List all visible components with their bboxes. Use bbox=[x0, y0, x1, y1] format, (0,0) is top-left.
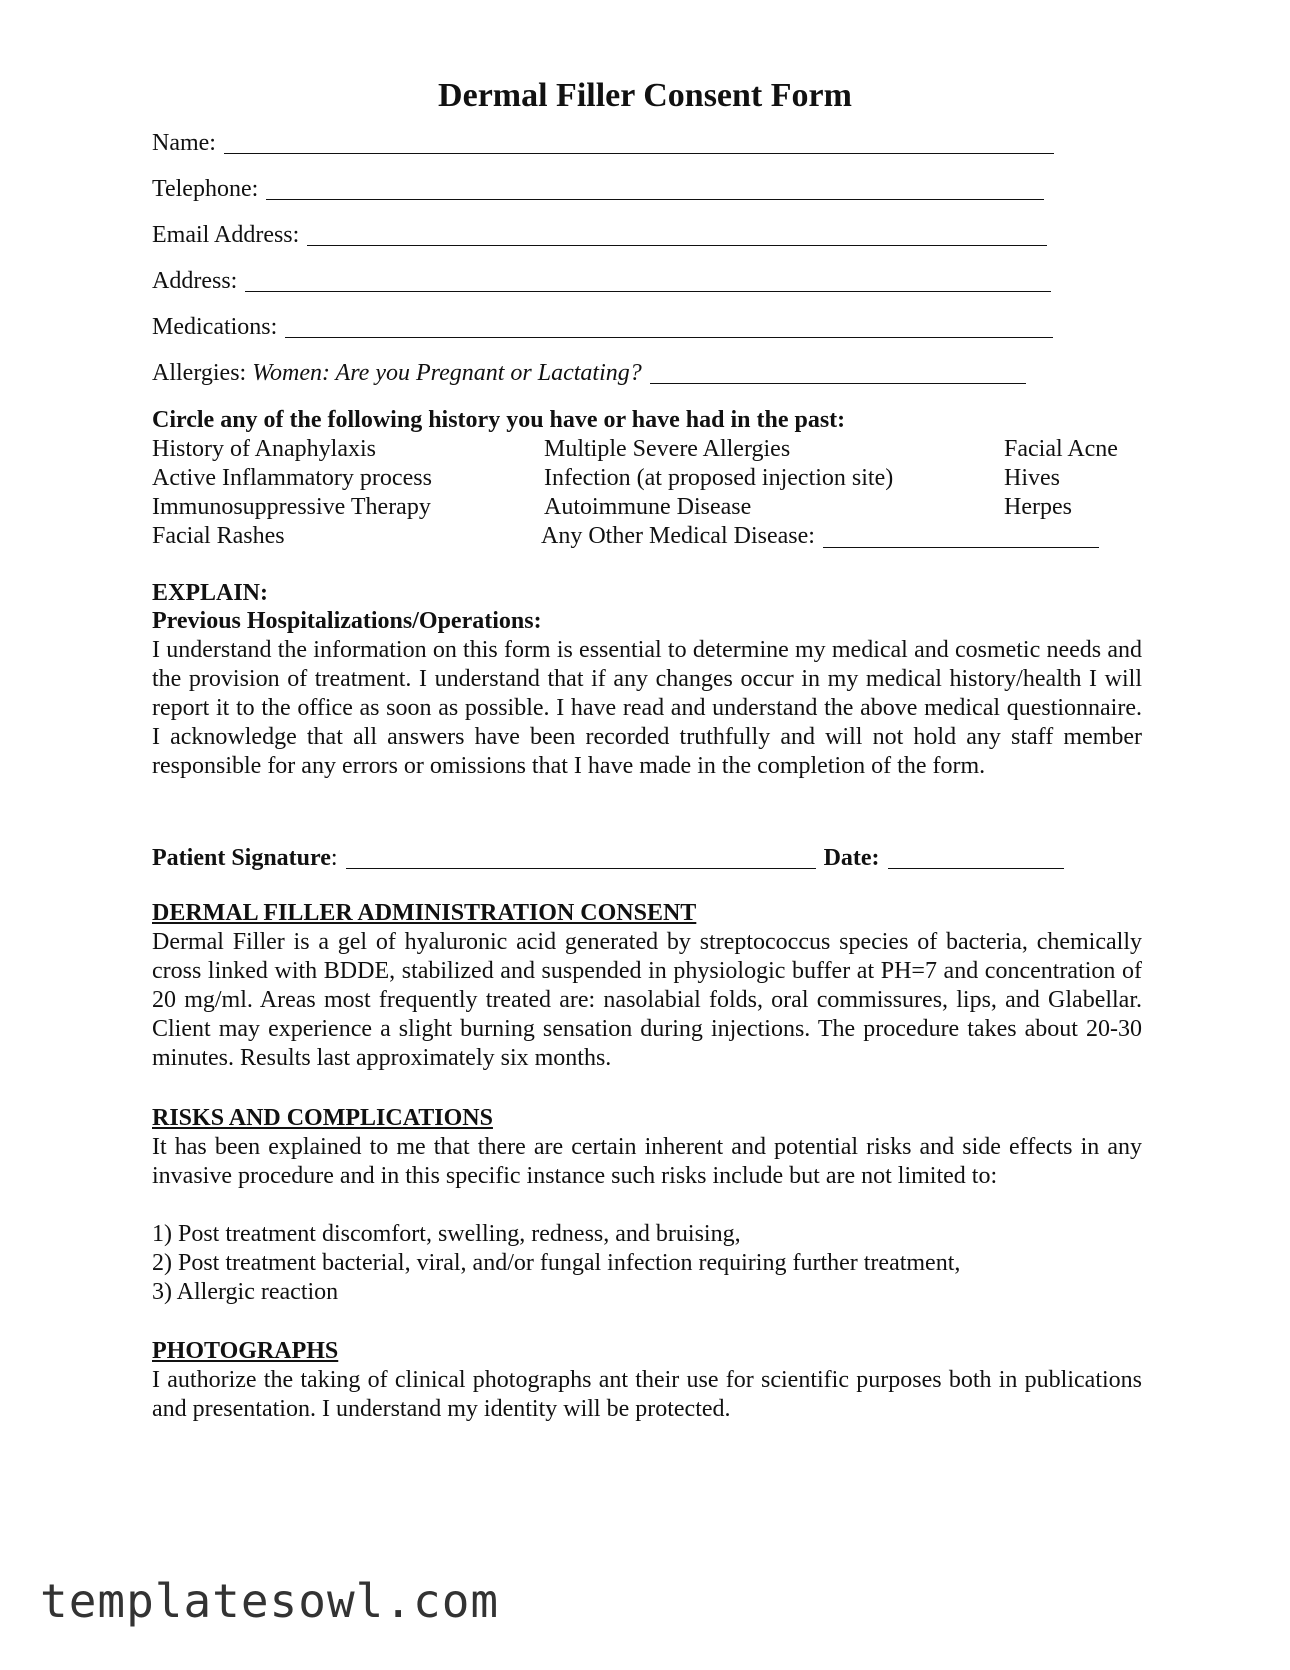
other-disease-input-line[interactable] bbox=[823, 525, 1099, 548]
history-item[interactable]: Facial Acne bbox=[1004, 436, 1118, 462]
acknowledgement-paragraph: I understand the information on this form is essential to determine my medical and cosmetic needs and the provision of treatment. I understand that if any changes occur in my medical history/health I will report it to the office as soon as possible. I have read and understand the above medical questionnaire. I acknowledge that all answers have been recorded truthfully and will not hold any staff member responsible for any errors or omissions that I have made in the completion of the form. bbox=[152, 637, 1142, 779]
address-label: Address: bbox=[152, 268, 238, 294]
medications-field[interactable] bbox=[152, 312, 1053, 342]
email-label: Email Address: bbox=[152, 222, 300, 248]
medications-input-line[interactable] bbox=[285, 313, 1053, 338]
signature-row bbox=[152, 843, 1072, 873]
allergies-label: Allergies: bbox=[152, 360, 247, 386]
address-field[interactable] bbox=[152, 266, 1051, 296]
date-label: Date: bbox=[823, 845, 880, 871]
photographs-paragraph: I authorize the taking of clinical photographs ant their use for scientific purposes both in publications and presentation. I understand my identity will be protected. bbox=[152, 1367, 1142, 1422]
telephone-input-line[interactable] bbox=[266, 175, 1044, 200]
email-input-line[interactable] bbox=[307, 221, 1047, 246]
history-heading: Circle any of the following history you have or have had in the past: bbox=[152, 407, 846, 433]
history-column-1 bbox=[152, 435, 432, 551]
history-item[interactable]: Herpes bbox=[1004, 494, 1072, 520]
history-item[interactable]: Autoimmune Disease bbox=[544, 494, 752, 520]
photographs-heading: PHOTOGRAPHS bbox=[152, 1338, 339, 1364]
history-item[interactable]: Infection (at proposed injection site) bbox=[544, 465, 894, 491]
history-column-3 bbox=[1004, 435, 1118, 522]
telephone-label: Telephone: bbox=[152, 176, 259, 202]
form-title: Dermal Filler Consent Form bbox=[438, 77, 852, 114]
telephone-field[interactable] bbox=[152, 174, 1044, 204]
risks-heading: RISKS AND COMPLICATIONS bbox=[152, 1105, 493, 1131]
name-field[interactable] bbox=[152, 128, 1054, 158]
history-item[interactable]: Immunosuppressive Therapy bbox=[152, 494, 431, 520]
list-item: 2) Post treatment bacterial, viral, and/or fungal infection requiring further treatment, bbox=[152, 1250, 961, 1276]
patient-signature-line[interactable] bbox=[346, 844, 816, 869]
explain-heading: EXPLAIN: bbox=[152, 580, 269, 606]
name-label: Name: bbox=[152, 130, 216, 156]
allergies-field[interactable] bbox=[152, 358, 1026, 388]
list-item: 1) Post treatment discomfort, swelling, redness, and bruising, bbox=[152, 1221, 741, 1247]
signature-colon: : bbox=[330, 845, 338, 871]
hospitalizations-heading: Previous Hospitalizations/Operations: bbox=[152, 608, 542, 634]
administration-paragraph: Dermal Filler is a gel of hyaluronic acid generated by streptococcus species of bacteria, chemically cross linked with BDDE, stabilized and suspended in physiologic buffer at PH=7 and concentration of 20 mg/ml. Areas most frequently treated are: nasolabial folds, oral commissures, lips, and Glabellar. Client may experience a slight burning sensation during injections. The procedure takes about 20-30 minutes. Results last approximately six months. bbox=[152, 929, 1142, 1071]
history-item[interactable]: History of Anaphylaxis bbox=[152, 436, 376, 462]
risks-list bbox=[152, 1220, 1142, 1307]
history-item[interactable]: Multiple Severe Allergies bbox=[544, 436, 791, 462]
pregnant-question: Women: Are you Pregnant or Lactating? bbox=[252, 360, 642, 386]
date-line[interactable] bbox=[888, 844, 1064, 869]
patient-signature-label: Patient Signature bbox=[152, 845, 331, 871]
other-disease-field[interactable] bbox=[541, 522, 1099, 551]
email-field[interactable] bbox=[152, 220, 1047, 250]
history-item[interactable]: Hives bbox=[1004, 465, 1060, 491]
allergies-input-line[interactable] bbox=[650, 359, 1026, 384]
list-item: 3) Allergic reaction bbox=[152, 1279, 339, 1305]
history-item[interactable]: Facial Rashes bbox=[152, 523, 285, 549]
risks-paragraph: It has been explained to me that there are certain inherent and potential risks and side effects in any invasive procedure and in this specific instance such risks include but are not limited to: bbox=[152, 1134, 1142, 1189]
address-input-line[interactable] bbox=[245, 267, 1051, 292]
name-input-line[interactable] bbox=[224, 129, 1054, 154]
medications-label: Medications: bbox=[152, 314, 278, 340]
history-item[interactable]: Active Inflammatory process bbox=[152, 465, 432, 491]
administration-heading: DERMAL FILLER ADMINISTRATION CONSENT bbox=[152, 900, 697, 926]
other-disease-label: Any Other Medical Disease: bbox=[541, 523, 815, 549]
watermark: templatesowl.com bbox=[40, 1574, 500, 1628]
